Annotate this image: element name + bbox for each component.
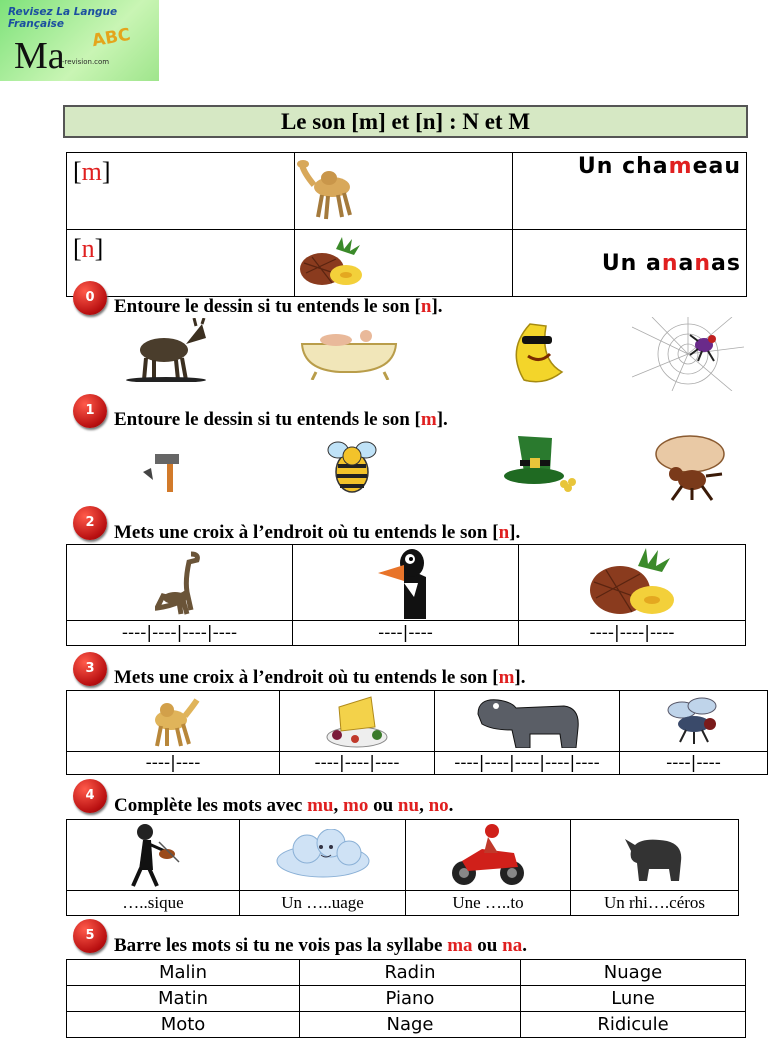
donkey-image [120,318,210,382]
exercise-number-badge: 2 [73,506,107,540]
fill-word[interactable]: Un …..uage [240,891,406,916]
site-logo [0,0,159,81]
intro-row-m [67,153,747,230]
table-row [67,960,746,986]
cheese-plate-image [325,693,389,749]
camel-image [295,153,513,230]
duck-image [374,547,438,619]
exercise-number-badge: 3 [73,652,107,686]
logo-brand: Ma [14,35,65,77]
exercise-4-table [66,819,739,916]
fill-word[interactable]: Une …..to [406,891,571,916]
word-cell[interactable]: Piano [300,986,521,1012]
hippo-image [472,694,582,748]
sound-cell: [m] [67,153,295,230]
ant-mushroom-image [652,434,730,502]
bee-image [322,436,380,498]
pineapple-image [295,230,513,297]
fly-image [662,694,726,748]
exercise-5-instruction: Barre les mots si tu ne vois pas la syllabe ma ou na. [114,935,527,956]
exercise-2-table [66,544,746,646]
word-cell[interactable]: Radin [300,960,521,986]
spider-web-image [632,317,744,391]
exercise-4-instruction: Complète les mots avec mu, mo ou nu, no. [114,795,454,816]
syllable-boxes[interactable]: ----|---- [67,752,280,775]
sound-cell: [n] [67,230,295,297]
syllable-boxes[interactable]: ----|----|----|---- [67,621,293,646]
hammer-image [139,446,191,494]
logo-url: -revision.com [62,58,110,66]
hippo-cell [435,691,620,752]
logo-tagline: Revisez La Langue Française [8,6,118,30]
syllable-boxes[interactable]: ----|---- [620,752,768,775]
logo-abc: ABC [90,24,133,52]
rhino-cell [571,820,739,891]
pineapple-image [586,548,678,618]
cloud-cell [240,820,406,891]
pineapple-cell [519,545,746,621]
word-chameau: Un chameau [513,153,747,230]
camel-cell [67,691,280,752]
word-cell[interactable]: Moto [67,1012,300,1038]
syllable-boxes[interactable]: ----|----|---- [519,621,746,646]
intro-row-n [67,230,747,297]
word-cell[interactable]: Malin [67,960,300,986]
rhino-image [623,827,687,883]
fly-cell [620,691,768,752]
motorbike-cell [406,820,571,891]
exercise-number-badge: 0 [73,281,107,315]
syllable-boxes[interactable]: ----|----|---- [280,752,435,775]
word-cell[interactable]: Nuage [521,960,746,986]
word-cell[interactable]: Matin [67,986,300,1012]
table-row [67,986,746,1012]
cloud-image [273,829,373,881]
dinosaur-cell [67,545,293,621]
word-cell[interactable]: Lune [521,986,746,1012]
exercise-2-instruction: Mets une croix à l’endroit où tu entends le son [n]. [114,522,521,543]
exercise-5-table [66,959,746,1038]
exercise-number-badge: 1 [73,394,107,428]
exercise-0-instruction: Entoure le dessin si tu entends le son [n]. [114,296,443,317]
exercise-number-badge: 5 [73,919,107,953]
motorbike-image [448,823,528,887]
word-cell[interactable]: Nage [300,1012,521,1038]
fill-word[interactable]: …..sique [67,891,240,916]
exercise-1-instruction: Entoure le dessin si tu entends le son [m]. [114,409,448,430]
word-cell[interactable]: Ridicule [521,1012,746,1038]
leprechaun-hat-image [502,432,580,494]
syllable-boxes[interactable]: ----|---- [293,621,519,646]
banana-image [500,320,574,386]
fill-word[interactable]: Un rhi….céros [571,891,739,916]
exercise-3-instruction: Mets une croix à l’endroit où tu entends le son [m]. [114,667,526,688]
intro-table [66,152,747,297]
cheese-plate-cell [280,691,435,752]
violinist-image [123,822,183,888]
word-ananas: Un ananas [513,230,747,297]
syllable-boxes[interactable]: ----|----|----|----|---- [435,752,620,775]
duck-cell [293,545,519,621]
camel-image [145,694,201,748]
table-row [67,1012,746,1038]
exercise-3-table [66,690,768,775]
exercise-number-badge: 4 [73,779,107,813]
page-title: Le son [m] et [n] : N et M [63,105,748,138]
dinosaur-image [155,550,205,616]
violinist-cell [67,820,240,891]
bathtub-image [296,322,402,380]
